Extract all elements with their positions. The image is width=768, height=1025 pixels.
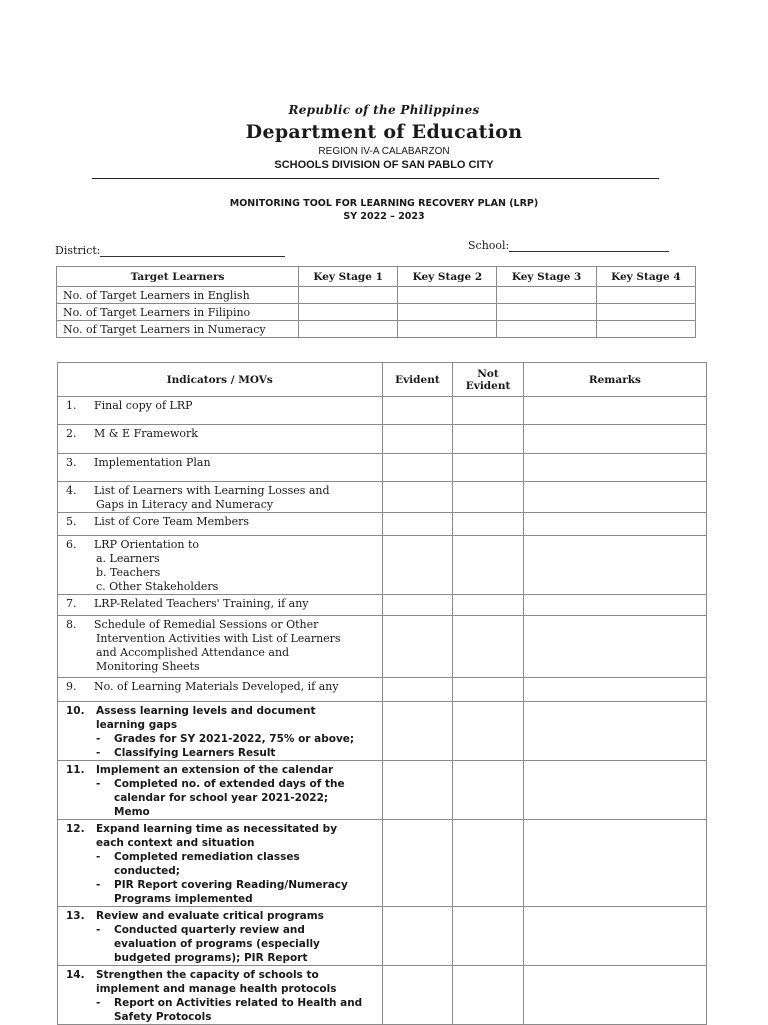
evident-cell[interactable]: [382, 616, 453, 678]
cell[interactable]: [497, 287, 596, 304]
indicator-subitem: - Conducted quarterly review and: [96, 924, 305, 936]
key-stage-1-header: Key Stage 1: [299, 267, 398, 287]
department-heading: Department of Education: [245, 121, 523, 143]
table-row: [58, 397, 707, 425]
district-blank[interactable]: [100, 246, 285, 257]
remarks-cell[interactable]: [523, 425, 706, 454]
indicator-line: [66, 538, 378, 552]
not-evident-cell[interactable]: [453, 595, 524, 616]
indicator-number: 9.: [66, 680, 77, 693]
region-heading: REGION IV-A CALABARZON: [318, 146, 450, 157]
indicator-subitem: evaluation of programs (especially: [114, 938, 320, 950]
indicator-line: [66, 597, 378, 611]
indicator-text: LRP-Related Teachers' Training, if any: [94, 597, 309, 610]
indicator-number: 10.: [66, 705, 85, 717]
target-learners-header: Target Learners: [57, 267, 299, 287]
indicator-line: [66, 456, 378, 470]
not-evident-cell[interactable]: [453, 397, 524, 425]
not-evident-cell[interactable]: [453, 761, 524, 820]
indicators-header-row: [58, 363, 707, 397]
not-evident-cell[interactable]: [453, 966, 524, 1025]
cell[interactable]: [299, 321, 398, 338]
indicator-cell: [58, 595, 383, 616]
indicator-subitem: a. Learners: [96, 552, 160, 565]
cell[interactable]: [398, 321, 497, 338]
indicator-cell: [58, 616, 383, 678]
not-evident-cell[interactable]: [453, 616, 524, 678]
indicator-text: LRP Orientation to: [94, 538, 200, 551]
indicator-cell: [58, 397, 383, 425]
table-row: [58, 678, 707, 702]
indicator-text: Monitoring Sheets: [96, 660, 200, 673]
school-blank[interactable]: [509, 241, 669, 252]
cell[interactable]: [398, 304, 497, 321]
table-row: [58, 907, 707, 966]
indicator-number: 13.: [66, 910, 85, 922]
indicator-line: [66, 909, 378, 923]
indicator-subitem: Safety Protocols: [114, 1011, 212, 1023]
remarks-cell[interactable]: [523, 678, 706, 702]
key-stage-4-header: Key Stage 4: [596, 267, 695, 287]
indicator-text: implement and manage health protocols: [96, 983, 337, 995]
cell[interactable]: [497, 321, 596, 338]
indicator-number: 4.: [66, 484, 77, 497]
indicator-line: [66, 822, 378, 836]
indicator-line: [66, 680, 378, 694]
evident-cell[interactable]: [382, 761, 453, 820]
indicator-cell: [58, 513, 383, 536]
indicator-cell: [58, 702, 383, 761]
remarks-cell[interactable]: [523, 536, 706, 595]
indicator-number: 11.: [66, 764, 85, 776]
document-title: MONITORING TOOL FOR LEARNING RECOVERY PLAN (LRP): [229, 198, 539, 209]
table-row: [58, 761, 707, 820]
cell[interactable]: [497, 304, 596, 321]
division-heading: SCHOOLS DIVISION OF SAN PABLO CITY: [274, 159, 494, 171]
indicator-text: each context and situation: [96, 837, 255, 849]
cell[interactable]: [596, 287, 695, 304]
indicator-text: Memo: [114, 806, 150, 818]
row-label: No. of Target Learners in Numeracy: [57, 321, 299, 338]
indicator-cell: [58, 761, 383, 820]
remarks-cell[interactable]: [523, 616, 706, 678]
remarks-header: Remarks: [523, 363, 706, 397]
indicator-text: Expand learning time as necessitated by: [96, 823, 338, 835]
not-evident-header: Not Evident: [453, 363, 524, 397]
indicator-line: [66, 968, 378, 982]
school-field[interactable]: [468, 239, 669, 252]
indicator-text: calendar for school year 2021-2022;: [114, 792, 329, 804]
key-stage-3-header: Key Stage 3: [497, 267, 596, 287]
row-label: No. of Target Learners in Filipino: [57, 304, 299, 321]
table-row: [58, 616, 707, 678]
evident-cell[interactable]: [382, 702, 453, 761]
cell[interactable]: [299, 287, 398, 304]
cell[interactable]: [596, 304, 695, 321]
indicator-subitem: - Classifying Learners Result: [96, 747, 276, 759]
district-label: District:: [55, 244, 101, 257]
indicator-number: 3.: [66, 456, 77, 469]
indicator-text: M & E Framework: [94, 427, 198, 440]
remarks-cell[interactable]: [523, 820, 706, 907]
indicator-subitem: conducted;: [114, 865, 180, 877]
indicator-text: Strengthen the capacity of schools to: [96, 969, 319, 981]
not-evident-cell[interactable]: [453, 482, 524, 513]
remarks-cell[interactable]: [523, 702, 706, 761]
evident-cell[interactable]: [382, 820, 453, 907]
evident-cell[interactable]: [382, 966, 453, 1025]
indicators-table: [57, 362, 707, 1025]
remarks-cell[interactable]: [523, 454, 706, 482]
table-row: [58, 482, 707, 513]
school-label: School:: [468, 239, 510, 252]
school-year: SY 2022 – 2023: [343, 211, 425, 222]
indicator-cell: [58, 820, 383, 907]
indicator-subitem: budgeted programs); PIR Report: [114, 952, 308, 964]
not-evident-cell[interactable]: [453, 907, 524, 966]
table-row: [58, 536, 707, 595]
evident-cell[interactable]: [382, 595, 453, 616]
evident-cell[interactable]: [382, 536, 453, 595]
not-evident-cell[interactable]: [453, 820, 524, 907]
indicator-line: [66, 515, 378, 529]
indicator-text: Implement an extension of the calendar: [96, 764, 334, 776]
indicator-subitem: - PIR Report covering Reading/Numeracy: [96, 879, 348, 891]
table-row: [57, 304, 696, 321]
indicator-cell: [58, 482, 383, 513]
table-row: [58, 425, 707, 454]
cell[interactable]: [398, 287, 497, 304]
remarks-cell[interactable]: [523, 397, 706, 425]
indicator-number: 1.: [66, 399, 77, 412]
not-evident-cell[interactable]: [453, 702, 524, 761]
evident-header: Evident: [382, 363, 453, 397]
remarks-cell[interactable]: [523, 595, 706, 616]
indicator-text: No. of Learning Materials Developed, if any: [94, 680, 339, 693]
indicator-cell: [58, 907, 383, 966]
indicator-number: 12.: [66, 823, 85, 835]
indicator-text: Review and evaluate critical programs: [96, 910, 324, 922]
indicator-text: Intervention Activities with List of Learners: [96, 632, 341, 645]
key-stage-2-header: Key Stage 2: [398, 267, 497, 287]
evident-cell[interactable]: [382, 482, 453, 513]
indicator-subitem: c. Other Stakeholders: [96, 580, 219, 593]
table-row: [58, 454, 707, 482]
indicator-text: and Accomplished Attendance and: [96, 646, 290, 659]
indicator-text: List of Learners with Learning Losses and: [94, 484, 330, 497]
table-row: [58, 595, 707, 616]
indicator-subitem: - Completed remediation classes: [96, 851, 300, 863]
table-row: [58, 966, 707, 1025]
indicator-subitem: b. Teachers: [96, 566, 161, 579]
indicator-subitem: - Completed no. of extended days of the: [96, 778, 345, 790]
evident-cell[interactable]: [382, 397, 453, 425]
remarks-cell[interactable]: [523, 966, 706, 1025]
indicator-text: Gaps in Literacy and Numeracy: [96, 498, 274, 511]
not-evident-cell[interactable]: [453, 678, 524, 702]
indicator-number: 8.: [66, 618, 77, 631]
republic-heading: Republic of the Philippines: [288, 103, 480, 117]
row-label: No. of Target Learners in English: [57, 287, 299, 304]
target-header-row: [57, 267, 696, 287]
evident-cell[interactable]: [382, 425, 453, 454]
table-row: [58, 702, 707, 761]
evident-cell[interactable]: [382, 454, 453, 482]
indicator-number: 7.: [66, 597, 77, 610]
indicator-text: Final copy of LRP: [94, 399, 193, 412]
indicator-text: Assess learning levels and document: [96, 705, 316, 717]
indicator-cell: [58, 678, 383, 702]
indicator-number: 6.: [66, 538, 77, 551]
indicator-cell: [58, 536, 383, 595]
indicator-subitem: Programs implemented: [114, 893, 253, 905]
indicator-line: [66, 618, 378, 632]
table-row: [57, 287, 696, 304]
header-divider: [92, 178, 659, 179]
indicator-number: 5.: [66, 515, 77, 528]
target-learners-table: [56, 266, 696, 338]
indicator-line: [66, 427, 378, 441]
indicator-line: [66, 484, 378, 498]
remarks-cell[interactable]: [523, 761, 706, 820]
remarks-cell[interactable]: [523, 907, 706, 966]
indicator-line: [66, 399, 378, 413]
district-field[interactable]: [55, 244, 285, 257]
table-row: [57, 321, 696, 338]
not-evident-cell[interactable]: [453, 536, 524, 595]
indicator-cell: [58, 966, 383, 1025]
indicator-text: Implementation Plan: [94, 456, 211, 469]
indicator-text: Schedule of Remedial Sessions or Other: [94, 618, 319, 631]
remarks-cell[interactable]: [523, 513, 706, 536]
indicator-subitem: - Report on Activities related to Health and: [96, 997, 363, 1009]
indicator-number: 14.: [66, 969, 85, 981]
cell[interactable]: [299, 304, 398, 321]
indicator-line: [66, 763, 378, 777]
indicators-header: Indicators / MOVs: [58, 363, 383, 397]
indicator-cell: [58, 425, 383, 454]
evident-cell[interactable]: [382, 513, 453, 536]
evident-cell[interactable]: [382, 678, 453, 702]
table-row: [58, 820, 707, 907]
indicator-text: List of Core Team Members: [94, 515, 250, 528]
table-row: [58, 513, 707, 536]
cell[interactable]: [596, 321, 695, 338]
indicator-text: learning gaps: [96, 719, 178, 731]
remarks-cell[interactable]: [523, 482, 706, 513]
not-evident-cell[interactable]: [453, 513, 524, 536]
indicator-number: 2.: [66, 427, 77, 440]
not-evident-cell[interactable]: [453, 425, 524, 454]
indicator-cell: [58, 454, 383, 482]
indicator-line: [66, 704, 378, 718]
indicator-subitem: - Grades for SY 2021-2022, 75% or above;: [96, 733, 355, 745]
evident-cell[interactable]: [382, 907, 453, 966]
indicators-body: [58, 397, 707, 1025]
not-evident-cell[interactable]: [453, 454, 524, 482]
